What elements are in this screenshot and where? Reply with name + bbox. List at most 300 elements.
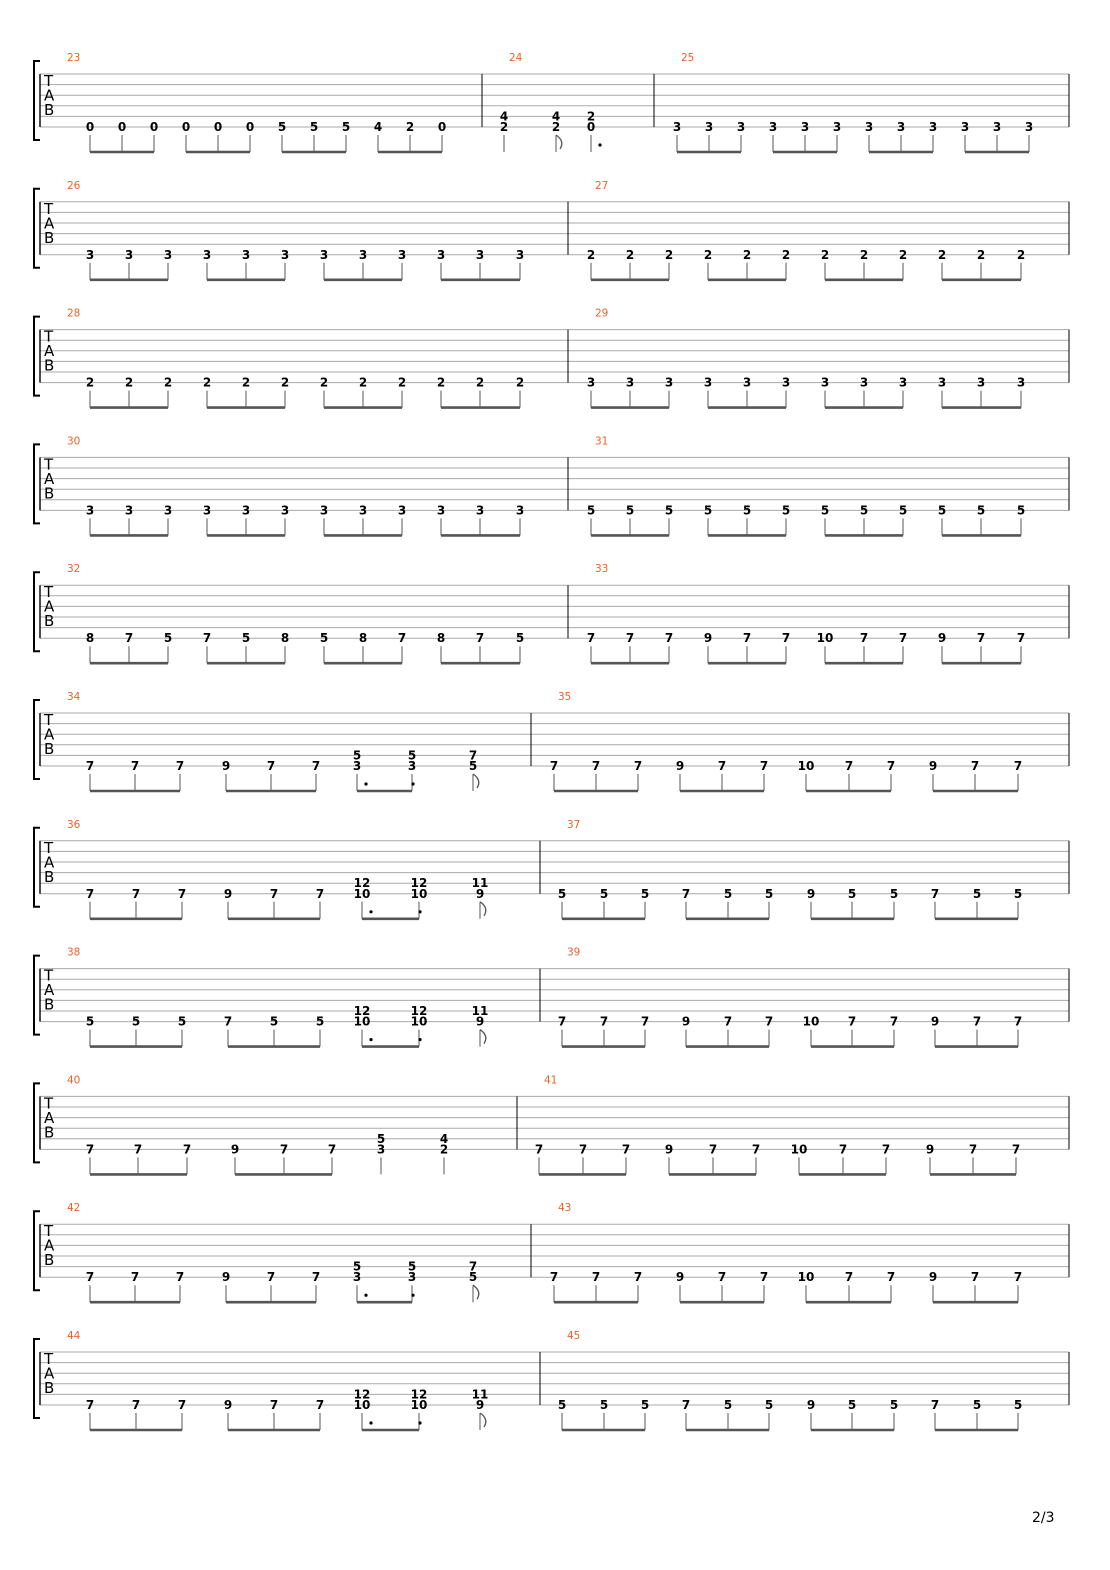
system-bracket xyxy=(34,1211,40,1290)
fret-number: 5 xyxy=(468,759,478,773)
note-flag xyxy=(556,135,562,149)
fret-number: 3 xyxy=(1024,120,1034,134)
fret-number: 5 xyxy=(640,1398,650,1412)
fret-number: 5 xyxy=(352,748,362,763)
fret-number: 7 xyxy=(930,1398,940,1412)
fret-number: 9 xyxy=(223,886,233,901)
fret-number: 3 xyxy=(515,503,525,518)
fret-number: 5 xyxy=(269,1014,279,1029)
fret-number: 7 xyxy=(586,631,596,646)
fret-number: 9 xyxy=(475,886,485,901)
augmentation-dot xyxy=(369,1038,372,1041)
fret-number: 7 xyxy=(475,631,485,646)
fret-number: 7 xyxy=(664,631,674,646)
tab-system xyxy=(34,947,1069,1047)
fret-number: 5 xyxy=(1013,886,1023,901)
tab-system xyxy=(34,1330,1069,1430)
fret-number: 0 xyxy=(213,120,223,134)
tab-system xyxy=(34,180,1069,280)
fret-number: 7 xyxy=(970,759,980,773)
fret-number: 7 xyxy=(976,631,986,646)
fret-number: 3 xyxy=(864,120,874,134)
fret-number: 7 xyxy=(625,631,635,646)
fret-number: 3 xyxy=(586,375,596,390)
fret-number: 2 xyxy=(820,247,830,262)
fret-number: 2 xyxy=(163,375,173,390)
measure-number: 35 xyxy=(558,691,572,703)
fret-number: 2 xyxy=(515,375,525,390)
note-flag xyxy=(473,774,479,788)
measure-number: 24 xyxy=(509,52,523,64)
tab-clef-letter: T xyxy=(44,1350,54,1368)
fret-number: 3 xyxy=(358,247,368,262)
fret-number: 5 xyxy=(859,503,869,518)
tab-clef-letter: T xyxy=(44,838,54,857)
system-bracket xyxy=(34,956,40,1035)
tab-clef-letter: B xyxy=(44,867,55,886)
system-bracket xyxy=(34,189,40,268)
fret-number: 7 xyxy=(970,1270,980,1285)
fret-number: 7 xyxy=(279,1142,289,1157)
fret-number: 3 xyxy=(319,247,329,262)
fret-number: 3 xyxy=(241,247,251,262)
tab-clef-letter: T xyxy=(44,455,54,474)
fret-number: 3 xyxy=(397,247,407,262)
fret-number: 3 xyxy=(742,375,752,390)
fret-number: 3 xyxy=(202,503,212,518)
fret-number: 5 xyxy=(976,503,986,518)
fret-number: 7 xyxy=(717,1270,727,1285)
fret-number: 5 xyxy=(341,120,351,134)
tab-clef-letter: B xyxy=(44,1251,55,1270)
fret-number: 0 xyxy=(586,120,596,134)
fret-number: 9 xyxy=(475,1398,485,1412)
system-bracket xyxy=(34,700,40,779)
fret-number: 7 xyxy=(133,1142,143,1157)
fret-number: 2 xyxy=(397,375,407,390)
fret-number: 3 xyxy=(436,503,446,518)
fret-number: 7 xyxy=(131,1398,141,1412)
tab-clef-letter: T xyxy=(44,199,54,218)
fret-number: 7 xyxy=(621,1142,631,1157)
fret-number: 3 xyxy=(280,247,290,262)
fret-number: 5 xyxy=(163,631,173,646)
fret-number: 7 xyxy=(640,1014,650,1029)
fret-number: 5 xyxy=(1016,503,1026,518)
fret-number: 5 xyxy=(889,1398,899,1412)
fret-number: 7 xyxy=(1016,631,1026,646)
note-flag xyxy=(473,1285,479,1299)
fret-number: 3 xyxy=(820,375,830,390)
fret-number: 4 xyxy=(439,1131,449,1146)
fret-number: 3 xyxy=(407,759,417,773)
fret-number: 10 xyxy=(353,1014,371,1029)
note-flag xyxy=(480,1413,486,1427)
fret-number: 5 xyxy=(85,1014,95,1029)
fret-number: 9 xyxy=(928,1270,938,1285)
fret-number: 7 xyxy=(889,1014,899,1029)
fret-number: 5 xyxy=(764,1398,774,1412)
fret-number: 10 xyxy=(410,886,428,901)
fret-number: 7 xyxy=(131,886,141,901)
fret-number: 7 xyxy=(681,886,691,901)
augmentation-dot xyxy=(598,143,601,146)
fret-number: 7 xyxy=(764,1014,774,1029)
fret-number: 7 xyxy=(468,1259,478,1274)
tab-clef-letter: T xyxy=(44,711,54,729)
system-bracket xyxy=(34,828,40,907)
measure-number: 27 xyxy=(595,179,609,192)
fret-number: 3 xyxy=(736,120,746,134)
augmentation-dot xyxy=(364,782,367,785)
fret-number: 2 xyxy=(976,247,986,262)
tab-clef-letter: A xyxy=(44,853,55,872)
fret-number: 2 xyxy=(85,375,95,390)
fret-number: 5 xyxy=(664,503,674,518)
measure-number: 45 xyxy=(567,1330,581,1342)
tab-clef-letter: T xyxy=(44,327,54,346)
fret-number: 9 xyxy=(681,1014,691,1029)
fret-number: 7 xyxy=(781,631,791,646)
fret-number: 5 xyxy=(376,1131,386,1146)
fret-number: 2 xyxy=(241,375,251,390)
fret-number: 7 xyxy=(177,1398,187,1412)
tab-clef-letter: A xyxy=(44,342,55,361)
fret-number: 3 xyxy=(832,120,842,134)
fret-number: 3 xyxy=(664,375,674,390)
fret-number: 7 xyxy=(681,1398,691,1412)
measure-number: 42 xyxy=(67,1202,81,1215)
fret-number: 5 xyxy=(241,631,251,646)
measure-number: 44 xyxy=(67,1330,81,1342)
fret-number: 3 xyxy=(85,503,95,518)
fret-number: 5 xyxy=(1013,1398,1023,1412)
tab-clef-letter: B xyxy=(44,740,55,758)
fret-number: 3 xyxy=(163,503,173,518)
fret-number: 10 xyxy=(797,1270,815,1285)
fret-number: 2 xyxy=(586,247,596,262)
fret-number: 7 xyxy=(177,886,187,901)
fret-number: 3 xyxy=(937,375,947,390)
fret-number: 5 xyxy=(723,1398,733,1412)
tab-system xyxy=(34,52,1069,152)
tab-clef-letter: T xyxy=(44,583,54,602)
fret-number: 7 xyxy=(124,631,134,646)
fret-number: 7 xyxy=(708,1142,718,1157)
tab-clef-letter: B xyxy=(44,995,55,1014)
measure-number: 32 xyxy=(67,563,81,576)
fret-number: 9 xyxy=(930,1014,940,1029)
measure-number: 28 xyxy=(67,307,81,320)
augmentation-dot xyxy=(418,1038,421,1041)
fret-number: 3 xyxy=(898,375,908,390)
fret-number: 9 xyxy=(925,1142,935,1157)
fret-number: 3 xyxy=(319,503,329,518)
fret-number: 3 xyxy=(976,375,986,390)
augmentation-dot xyxy=(418,910,421,913)
tab-system xyxy=(34,819,1069,919)
fret-number: 3 xyxy=(352,1270,362,1285)
fret-number: 3 xyxy=(960,120,970,134)
fret-number: 3 xyxy=(376,1142,386,1157)
fret-number: 10 xyxy=(410,1014,428,1029)
fret-number: 5 xyxy=(277,120,287,134)
fret-number: 7 xyxy=(315,1398,325,1412)
fret-number: 2 xyxy=(280,375,290,390)
tab-clef-letter: B xyxy=(44,228,55,247)
fret-number: 9 xyxy=(937,631,947,646)
fret-number: 5 xyxy=(309,120,319,134)
fret-number: 3 xyxy=(672,120,682,134)
fret-number: 5 xyxy=(972,886,982,901)
fret-number: 9 xyxy=(664,1142,674,1157)
tab-clef-letter: B xyxy=(44,356,55,375)
fret-number: 7 xyxy=(751,1142,761,1157)
fret-number: 2 xyxy=(781,247,791,262)
fret-number: 2 xyxy=(1016,247,1026,262)
fret-number: 3 xyxy=(358,503,368,518)
measure-number: 34 xyxy=(67,691,81,703)
fret-number: 5 xyxy=(723,886,733,901)
tab-clef-letter: B xyxy=(44,612,55,631)
tab-clef-letter: B xyxy=(44,1123,55,1142)
fret-number: 7 xyxy=(557,1014,567,1029)
tab-system xyxy=(34,1074,1069,1174)
fret-number: 2 xyxy=(436,375,446,390)
fret-number: 7 xyxy=(175,759,185,773)
fret-number: 11 xyxy=(471,876,489,891)
fret-number: 8 xyxy=(358,631,368,646)
fret-number: 7 xyxy=(311,1270,321,1285)
fret-number: 2 xyxy=(405,120,415,134)
fret-number: 7 xyxy=(175,1270,185,1285)
fret-number: 7 xyxy=(1013,1014,1023,1029)
fret-number: 7 xyxy=(930,886,940,901)
measure-number: 29 xyxy=(595,307,609,320)
fret-number: 5 xyxy=(889,886,899,901)
fret-number: 7 xyxy=(468,748,478,763)
fret-number: 5 xyxy=(898,503,908,518)
fret-number: 10 xyxy=(353,886,371,901)
fret-number: 7 xyxy=(759,1270,769,1285)
fret-number: 7 xyxy=(717,759,727,773)
fret-number: 5 xyxy=(319,631,329,646)
fret-number: 7 xyxy=(759,759,769,773)
fret-number: 7 xyxy=(847,1014,857,1029)
fret-number: 3 xyxy=(407,1270,417,1285)
fret-number: 7 xyxy=(549,759,559,773)
fret-number: 7 xyxy=(182,1142,192,1157)
measure-number: 41 xyxy=(544,1074,558,1087)
tab-clef-letter: T xyxy=(44,966,54,985)
fret-number: 7 xyxy=(266,1270,276,1285)
fret-number: 7 xyxy=(881,1142,891,1157)
augmentation-dot xyxy=(411,782,414,785)
fret-number: 3 xyxy=(436,247,446,262)
system-bracket xyxy=(34,1339,40,1418)
fret-number: 5 xyxy=(177,1014,187,1029)
fret-number: 5 xyxy=(131,1014,141,1029)
fret-number: 9 xyxy=(223,1398,233,1412)
measure-number: 37 xyxy=(567,818,581,831)
fret-number: 5 xyxy=(781,503,791,518)
fret-number: 5 xyxy=(764,886,774,901)
fret-number: 5 xyxy=(847,1398,857,1412)
fret-number: 3 xyxy=(85,247,95,262)
fret-number: 7 xyxy=(599,1014,609,1029)
measure-number: 31 xyxy=(595,435,609,448)
fret-number: 7 xyxy=(723,1014,733,1029)
fret-number: 7 xyxy=(844,759,854,773)
tab-clef-letter: A xyxy=(44,469,55,488)
measure-number: 40 xyxy=(67,1074,81,1087)
page-number: 2/3 xyxy=(1032,1510,1055,1526)
fret-number: 3 xyxy=(896,120,906,134)
fret-number: 3 xyxy=(625,375,635,390)
fret-number: 2 xyxy=(625,247,635,262)
measure-number: 39 xyxy=(567,946,581,959)
fret-number: 5 xyxy=(352,1259,362,1274)
fret-number: 7 xyxy=(1013,1270,1023,1285)
fret-number: 9 xyxy=(675,759,685,773)
fret-number: 5 xyxy=(847,886,857,901)
measure-number: 36 xyxy=(67,818,81,831)
tab-system xyxy=(34,308,1069,408)
fret-number: 5 xyxy=(557,1398,567,1412)
fret-number: 7 xyxy=(85,1142,95,1157)
fret-number: 7 xyxy=(266,759,276,773)
fret-number: 3 xyxy=(280,503,290,518)
fret-number: 4 xyxy=(551,109,561,124)
fret-number: 10 xyxy=(410,1398,428,1412)
fret-number: 7 xyxy=(85,759,95,773)
fret-number: 5 xyxy=(515,631,525,646)
fret-number: 3 xyxy=(703,375,713,390)
fret-number: 12 xyxy=(410,876,428,891)
tab-clef-letter: B xyxy=(44,484,55,503)
tab-clef-letter: T xyxy=(44,1094,54,1113)
tab-clef-letter: A xyxy=(44,1108,55,1127)
fret-number: 7 xyxy=(838,1142,848,1157)
fret-number: 5 xyxy=(407,748,417,763)
fret-number: 7 xyxy=(1013,759,1023,773)
system-bracket xyxy=(34,1083,40,1162)
tab-clef-letter: A xyxy=(44,1364,55,1383)
fret-number: 5 xyxy=(820,503,830,518)
fret-number: 8 xyxy=(280,631,290,646)
fret-number: 9 xyxy=(928,759,938,773)
fret-number: 7 xyxy=(202,631,212,646)
fret-number: 5 xyxy=(557,886,567,901)
fret-number: 3 xyxy=(163,247,173,262)
fret-number: 3 xyxy=(768,120,778,134)
fret-number: 2 xyxy=(358,375,368,390)
fret-number: 2 xyxy=(937,247,947,262)
fret-number: 2 xyxy=(551,120,561,134)
fret-number: 3 xyxy=(781,375,791,390)
fret-number: 7 xyxy=(85,1398,95,1412)
fret-number: 10 xyxy=(816,631,834,646)
fret-number: 3 xyxy=(475,503,485,518)
fret-number: 0 xyxy=(85,120,95,134)
fret-number: 3 xyxy=(1016,375,1026,390)
fret-number: 7 xyxy=(972,1014,982,1029)
fret-number: 2 xyxy=(499,120,509,134)
fret-number: 5 xyxy=(937,503,947,518)
fret-number: 7 xyxy=(742,631,752,646)
fret-number: 7 xyxy=(578,1142,588,1157)
fret-number: 10 xyxy=(353,1398,371,1412)
fret-number: 9 xyxy=(230,1142,240,1157)
fret-number: 12 xyxy=(353,1004,371,1018)
fret-number: 5 xyxy=(468,1270,478,1285)
fret-number: 9 xyxy=(221,759,231,773)
fret-number: 9 xyxy=(806,886,816,901)
fret-number: 9 xyxy=(475,1014,485,1029)
augmentation-dot xyxy=(411,1294,414,1297)
augmentation-dot xyxy=(364,1294,367,1297)
tab-clef-letter: A xyxy=(44,86,55,105)
augmentation-dot xyxy=(369,910,372,913)
fret-number: 7 xyxy=(130,759,140,773)
fret-number: 10 xyxy=(802,1014,820,1029)
fret-number: 7 xyxy=(130,1270,140,1285)
fret-number: 4 xyxy=(373,120,383,134)
fret-number: 0 xyxy=(149,120,159,134)
fret-number: 10 xyxy=(797,759,815,773)
tab-system xyxy=(34,691,1069,791)
fret-number: 2 xyxy=(202,375,212,390)
fret-number: 7 xyxy=(591,1270,601,1285)
fret-number: 9 xyxy=(703,631,713,646)
fret-number: 3 xyxy=(515,247,525,262)
fret-number: 7 xyxy=(327,1142,337,1157)
tab-system xyxy=(34,1202,1069,1302)
tab-clef-letter: A xyxy=(44,981,55,1000)
fret-number: 9 xyxy=(221,1270,231,1285)
fret-number: 7 xyxy=(397,631,407,646)
tab-clef-letter: A xyxy=(44,725,55,744)
fret-number: 3 xyxy=(475,247,485,262)
system-bracket xyxy=(34,444,40,523)
system-bracket xyxy=(34,61,40,140)
fret-number: 5 xyxy=(640,886,650,901)
fret-number: 2 xyxy=(439,1142,449,1157)
fret-number: 7 xyxy=(591,759,601,773)
fret-number: 0 xyxy=(181,120,191,134)
measure-number: 23 xyxy=(67,52,81,64)
note-flag xyxy=(480,1030,486,1044)
measure-number: 38 xyxy=(67,946,81,959)
fret-number: 3 xyxy=(124,247,134,262)
fret-number: 2 xyxy=(586,109,596,124)
tab-clef-letter: T xyxy=(44,1222,54,1241)
tab-system xyxy=(34,563,1069,663)
tab-clef-letter: B xyxy=(44,101,55,119)
fret-number: 3 xyxy=(352,759,362,773)
fret-number: 5 xyxy=(742,503,752,518)
fret-number: 7 xyxy=(633,759,643,773)
fret-number: 8 xyxy=(436,631,446,646)
fret-number: 3 xyxy=(124,503,134,518)
tab-clef-letter: A xyxy=(44,214,55,233)
system-bracket xyxy=(34,317,40,396)
fret-number: 7 xyxy=(844,1270,854,1285)
fret-number: 9 xyxy=(675,1270,685,1285)
note-flag xyxy=(480,902,486,916)
tab-clef-letter: A xyxy=(44,1236,55,1255)
fret-number: 5 xyxy=(586,503,596,518)
